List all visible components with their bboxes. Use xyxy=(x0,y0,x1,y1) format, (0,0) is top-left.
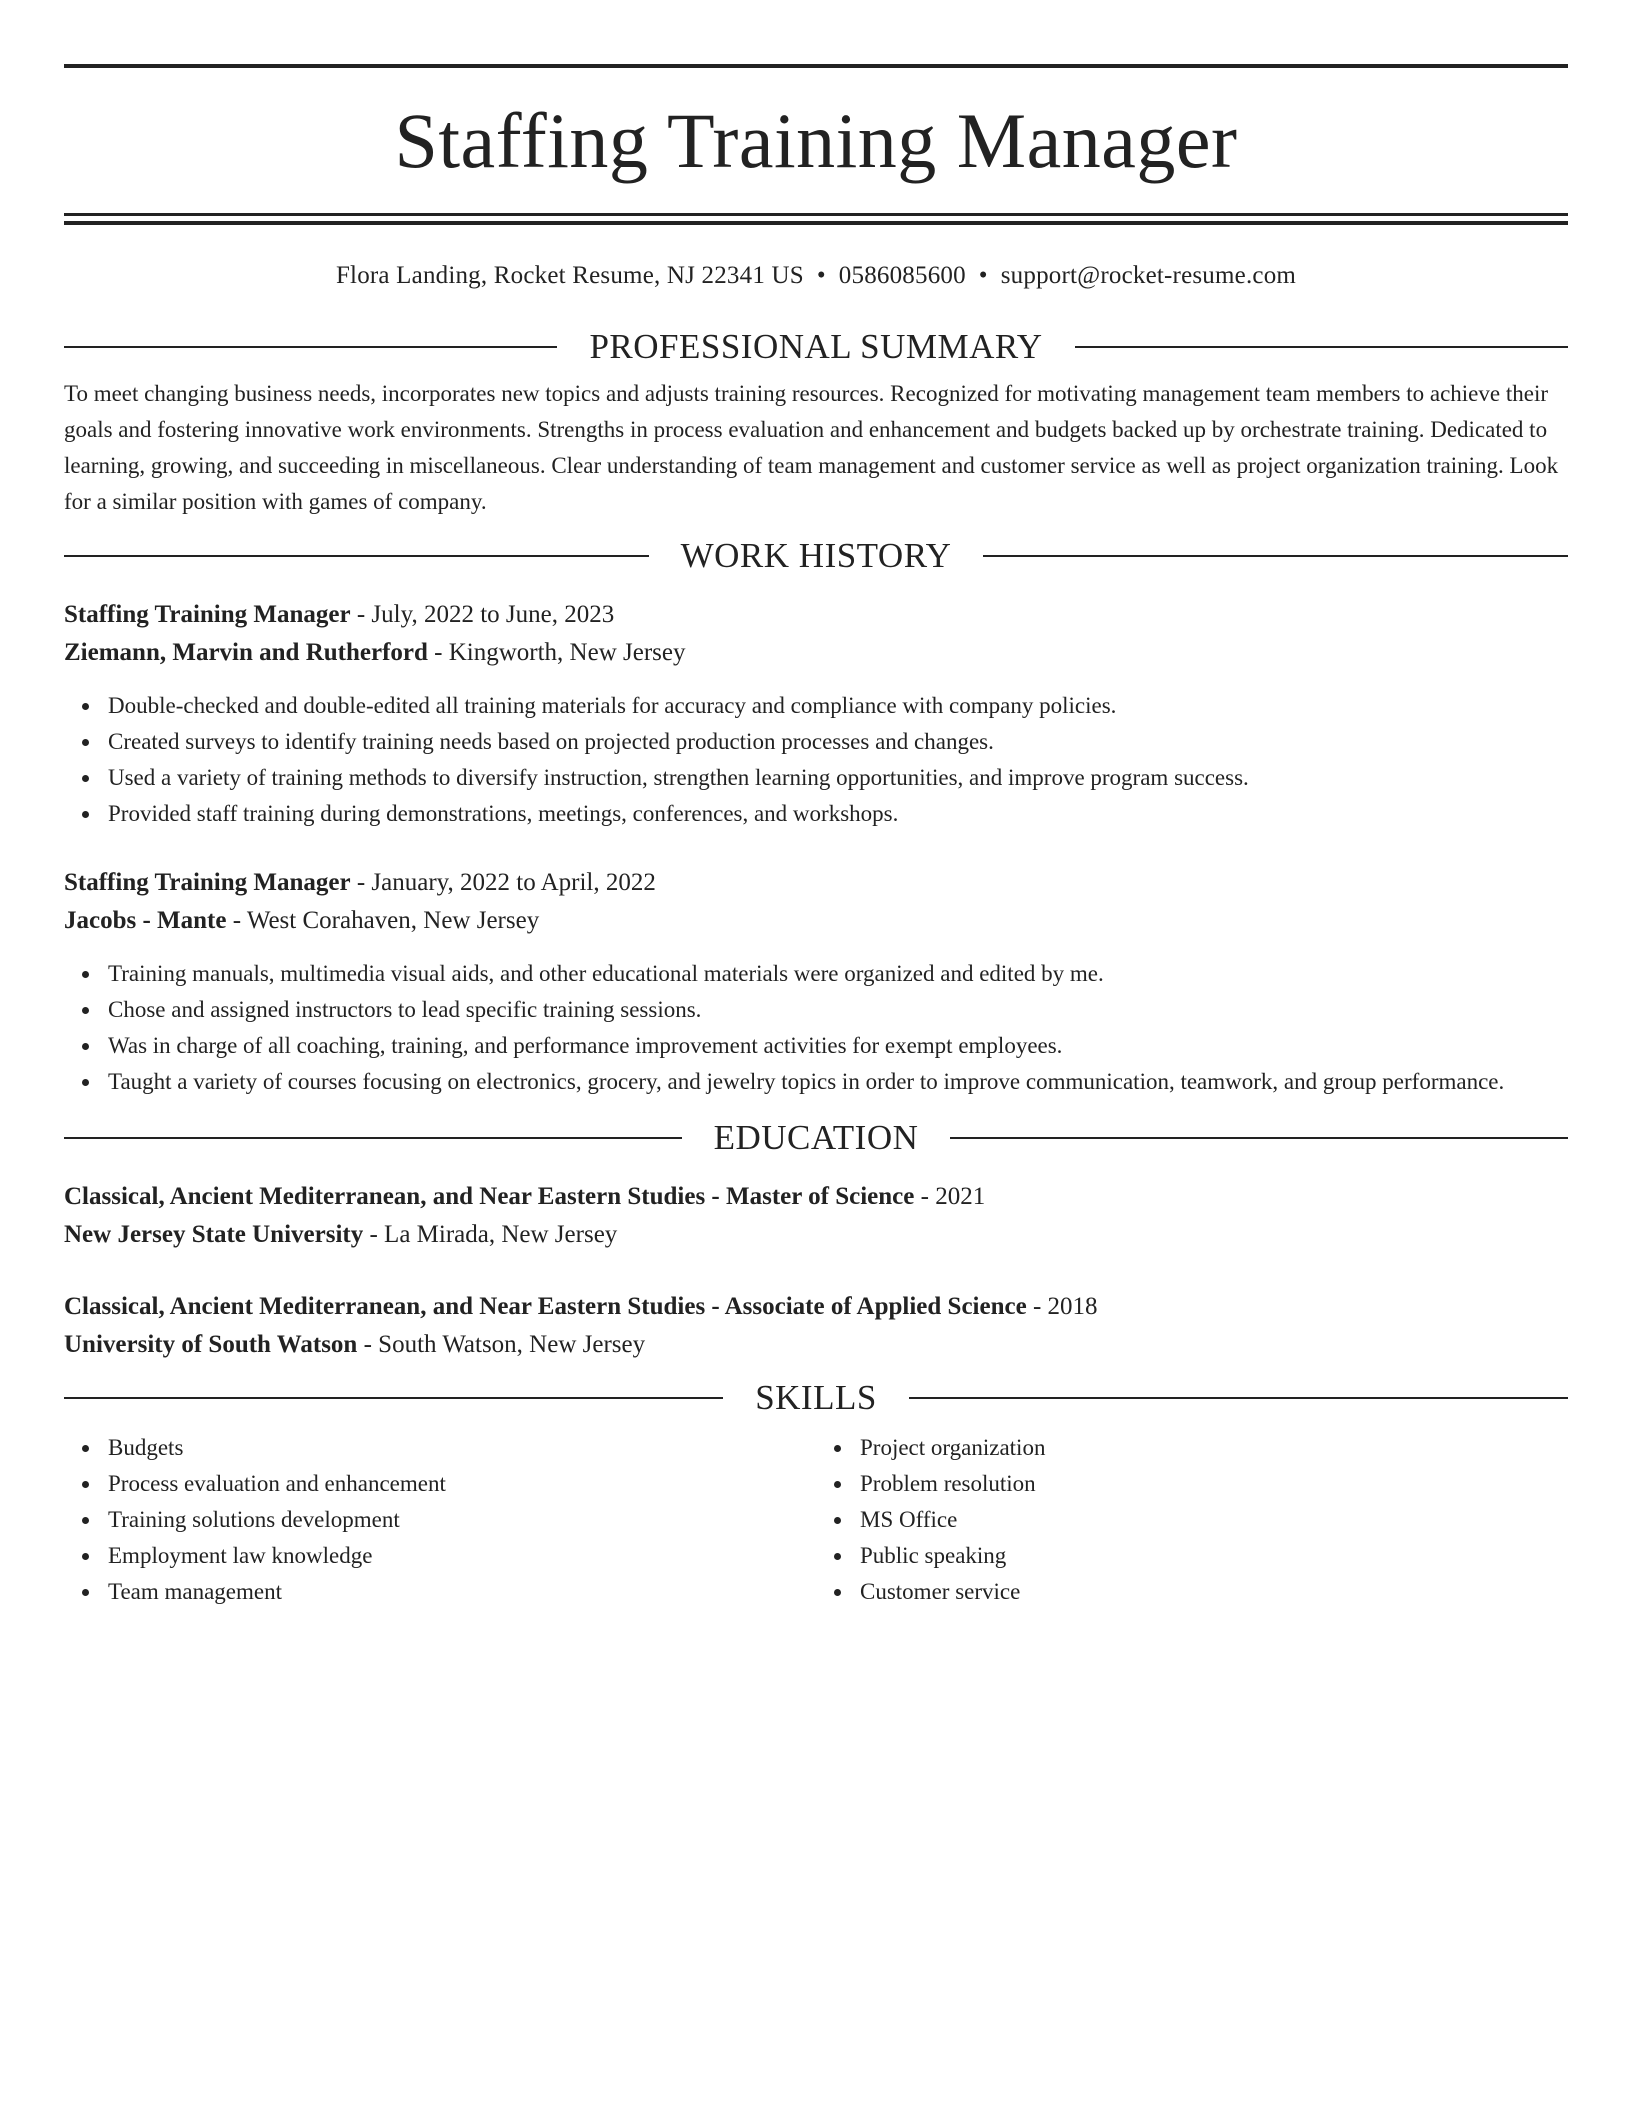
school: New Jersey State University xyxy=(64,1221,364,1248)
job-title-line xyxy=(64,596,1568,634)
header-double-rule xyxy=(64,213,1568,225)
job-company-line xyxy=(64,634,1568,672)
job-location: - Kingworth, New Jersey xyxy=(427,639,686,666)
list-item: Used a variety of training methods to diversify instruction, strengthen learning opportunities, and improve program success. xyxy=(108,760,1568,796)
list-item: Chose and assigned instructors to lead specific training sessions. xyxy=(108,992,1568,1028)
skills-column-right xyxy=(816,1430,1568,1610)
contact-phone: 0586085600 xyxy=(838,262,966,289)
job-entry xyxy=(64,596,1568,832)
section-title: SKILLS xyxy=(755,1378,877,1417)
heading-rule xyxy=(64,1137,682,1139)
list-item: Double-checked and double-edited all training materials for accuracy and compliance with company policies. xyxy=(108,688,1568,724)
school-location: - South Watson, New Jersey xyxy=(357,1331,646,1358)
job-title: Staffing Training Manager xyxy=(64,601,351,628)
heading-rule xyxy=(983,555,1568,557)
list-item: Was in charge of all coaching, training, and performance improvement activities for exempt employees. xyxy=(108,1028,1568,1064)
summary-heading xyxy=(64,327,1568,367)
contact-separator: • xyxy=(978,262,988,289)
job-company: Ziemann, Marvin and Rutherford xyxy=(64,639,428,666)
skill-item: Problem resolution xyxy=(860,1466,1568,1502)
skills-list xyxy=(64,1430,1568,1610)
skill-item: Customer service xyxy=(860,1574,1568,1610)
contact-line xyxy=(64,261,1568,291)
heading-rule xyxy=(64,555,649,557)
resume-page xyxy=(64,64,1568,1610)
list-item: Taught a variety of courses focusing on electronics, grocery, and jewelry topics in order to improve communication, teamwork, and group performance. xyxy=(108,1064,1568,1100)
skills-column-left xyxy=(64,1430,816,1610)
list-item: Provided staff training during demonstrations, meetings, conferences, and workshops. xyxy=(108,796,1568,832)
list-item: Created surveys to identify training needs based on projected production processes and changes. xyxy=(108,724,1568,760)
school-line xyxy=(64,1216,1568,1254)
skill-item: Public speaking xyxy=(860,1538,1568,1574)
skills-heading xyxy=(64,1378,1568,1418)
degree: Classical, Ancient Mediterranean, and Near Eastern Studies - Associate of Applied Science xyxy=(64,1293,1027,1320)
school-line xyxy=(64,1326,1568,1364)
contact-separator: • xyxy=(816,262,826,289)
job-title-line xyxy=(64,864,1568,902)
job-bullets xyxy=(64,688,1568,832)
degree-line xyxy=(64,1178,1568,1216)
list-item: Training manuals, multimedia visual aids, and other educational materials were organized and edited by me. xyxy=(108,956,1568,992)
contact-address: Flora Landing, Rocket Resume, NJ 22341 US xyxy=(335,262,804,289)
school-location: - La Mirada, New Jersey xyxy=(363,1221,618,1248)
skill-item: MS Office xyxy=(860,1502,1568,1538)
heading-rule xyxy=(64,1397,723,1399)
heading-rule xyxy=(909,1397,1568,1399)
job-title: Staffing Training Manager xyxy=(64,869,351,896)
school: University of South Watson xyxy=(64,1331,358,1358)
skill-item: Project organization xyxy=(860,1430,1568,1466)
skill-item: Team management xyxy=(108,1574,816,1610)
heading-rule xyxy=(950,1137,1568,1139)
education-entry xyxy=(64,1288,1568,1364)
job-company-line xyxy=(64,902,1568,940)
job-entry xyxy=(64,864,1568,1100)
page-title: Staffing Training Manager xyxy=(394,97,1238,184)
skill-item: Process evaluation and enhancement xyxy=(108,1466,816,1502)
summary-text: To meet changing business needs, incorporates new topics and adjusts training resources. Recognized for motivating management team members to achieve their goals and fostering innovative work environments. Strengths in process evaluation and enhancement and budgets backed up by orchestrate training. Dedicated to learning, growing, and succeeding in miscellaneous. Clear understanding of team management and customer service as well as project organization training. Look for a similar position with games of company. xyxy=(64,381,1559,514)
degree-line xyxy=(64,1288,1568,1326)
heading-rule xyxy=(1075,346,1568,348)
skill-item: Employment law knowledge xyxy=(108,1538,816,1574)
work-heading xyxy=(64,536,1568,576)
header-top-rule xyxy=(64,64,1568,68)
skill-item: Budgets xyxy=(108,1430,816,1466)
job-company: Jacobs - Mante xyxy=(64,907,227,934)
degree-year: - 2021 xyxy=(914,1183,986,1210)
degree: Classical, Ancient Mediterranean, and Near Eastern Studies - Master of Science xyxy=(64,1183,915,1210)
section-title: EDUCATION xyxy=(713,1118,919,1157)
skill-item: Training solutions development xyxy=(108,1502,816,1538)
degree-year: - 2018 xyxy=(1026,1293,1098,1320)
section-title: PROFESSIONAL SUMMARY xyxy=(589,327,1043,366)
job-dates: - July, 2022 to June, 2023 xyxy=(350,601,615,628)
contact-email: support@rocket-resume.com xyxy=(1000,262,1297,289)
heading-rule xyxy=(64,346,557,348)
section-title: WORK HISTORY xyxy=(680,536,952,575)
job-dates: - January, 2022 to April, 2022 xyxy=(350,869,656,896)
education-heading xyxy=(64,1118,1568,1158)
job-location: - West Corahaven, New Jersey xyxy=(226,907,540,934)
education-entry xyxy=(64,1178,1568,1254)
job-bullets xyxy=(64,956,1568,1100)
